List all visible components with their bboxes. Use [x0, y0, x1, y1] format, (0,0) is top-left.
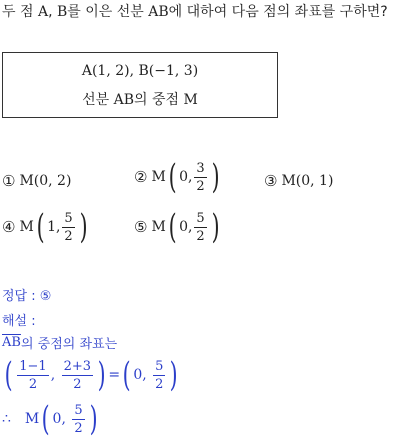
segment-ab: AB: [148, 4, 169, 20]
option-number: ④: [2, 218, 16, 236]
result-fraction: $\frac{5}{2}$: [155, 358, 164, 392]
option-text: M: [151, 169, 166, 185]
option-number: ①: [2, 172, 16, 190]
result-x: 0,: [133, 367, 147, 383]
answer-label: 정답 :: [2, 289, 40, 304]
given-ab: AB: [113, 92, 135, 108]
point-a: A: [37, 4, 49, 20]
option-fraction: $\frac{5}{2}$: [196, 210, 205, 244]
question-part: 두 점: [2, 4, 38, 20]
given-m: M: [183, 92, 198, 108]
explanation-line-1: [2, 333, 117, 352]
fraction-x: $\frac{1-1}{2}$: [19, 358, 47, 392]
option-text: M(0, 1): [281, 173, 334, 189]
given-text: 선분: [82, 92, 114, 108]
question-text: [2, 2, 396, 23]
option-text: M: [19, 219, 34, 235]
answer-line: [2, 285, 51, 304]
option-fraction: $\frac{3}{2}$: [196, 160, 205, 194]
option-3[interactable]: [264, 172, 333, 190]
result-x: 0,: [52, 411, 66, 427]
option-number: ②: [134, 168, 148, 186]
question-comma: ,: [48, 4, 57, 20]
result-fraction: $\frac{5}{2}$: [74, 402, 83, 436]
option-number: ⑤: [134, 218, 148, 236]
option-2[interactable]: ② M ( 0, $\frac{3}{2}$ ): [134, 157, 220, 197]
point-b: B: [56, 4, 68, 20]
explanation-label: 해설 :: [2, 314, 36, 329]
option-text: M(0, 2): [19, 173, 72, 189]
option-fraction: $\frac{5}{2}$: [64, 210, 73, 244]
explanation-text: 의 중점의 좌표는: [20, 337, 118, 352]
option-4[interactable]: ④ M ( 1, $\frac{5}{2}$ ): [2, 207, 88, 247]
explanation-line-3: ∴ M ( 0, $\frac{5}{2}$ ): [2, 399, 98, 439]
given-midpoint: [3, 89, 277, 109]
option-1[interactable]: [2, 172, 71, 190]
result-m: M: [24, 411, 40, 427]
explanation-ab: $\overline{AB}$: [2, 335, 21, 350]
explanation-line-2: ( $\frac{1-1}{2}$ , $\frac{2+3}{2}$ ) = ( 0, $\frac{5}{2}$ ): [4, 355, 179, 395]
option-text: 1,: [47, 219, 61, 235]
question-part: 에 대하여 다음 점의 좌표를 구하면?: [168, 4, 388, 20]
question-part: 를 이은 선분: [67, 4, 149, 20]
option-text: 0,: [179, 169, 193, 185]
option-text: M: [151, 219, 166, 235]
given-text: 의 중점: [134, 92, 184, 108]
therefore-sign: ∴: [2, 411, 11, 427]
given-points: A(1, 2), B(−1, 3): [81, 63, 199, 79]
given-box: [2, 52, 278, 118]
answer-value: ⑤: [39, 289, 52, 304]
equals-sign: =: [108, 367, 121, 383]
option-5[interactable]: ⑤ M ( 0, $\frac{5}{2}$ ): [134, 207, 220, 247]
fraction-y: $\frac{2+3}{2}$: [63, 358, 92, 392]
option-text: 0,: [179, 219, 193, 235]
option-number: ③: [264, 172, 278, 190]
